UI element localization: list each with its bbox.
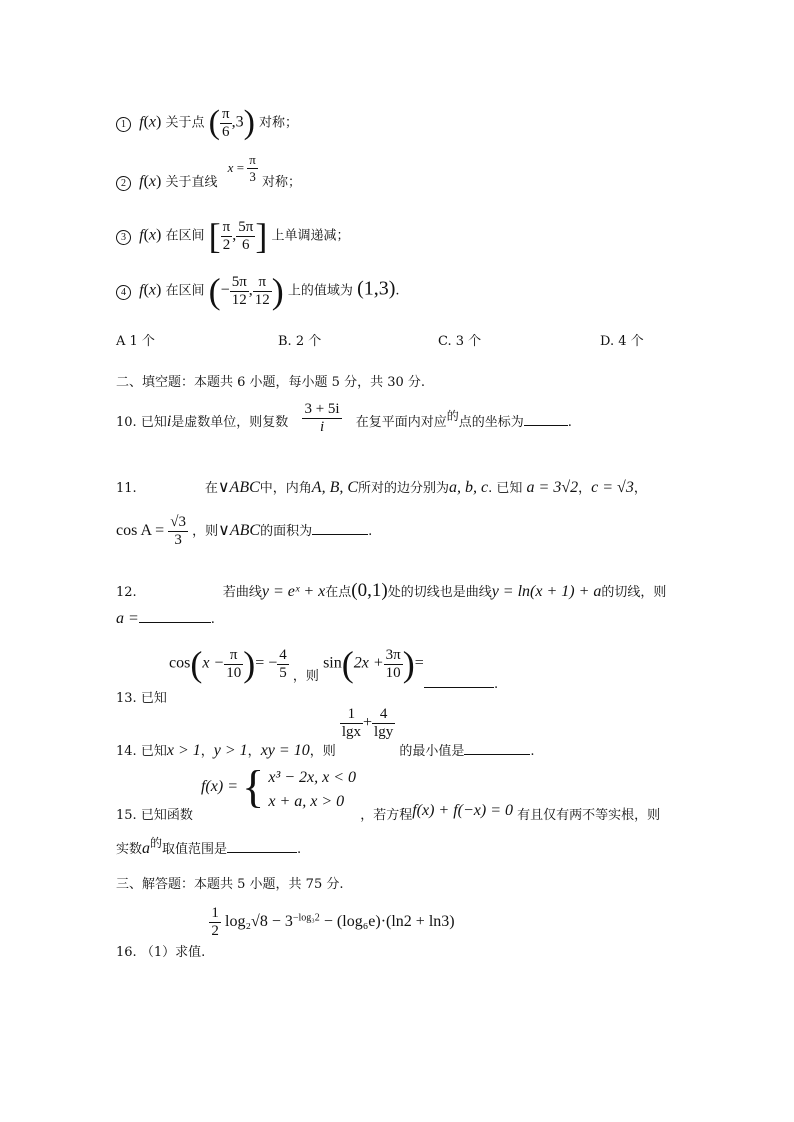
answer-blank[interactable] xyxy=(524,425,568,426)
item-1: 1 f(x) 关于点 ( $\frac{\pi}{6}$ ,3) 对称； xyxy=(116,104,298,142)
item-3: 3 f(x) 在区间 [ $\frac{\pi}{2}$ , $\frac{5\pi}{6}$ ] 上单调递减； xyxy=(116,215,349,257)
question-number: 12. xyxy=(116,585,137,600)
item-2: 2 f(x) 关于直线 x = $\frac{\pi}{3}$ 对称； xyxy=(116,166,301,199)
question-11: 11. 在∨ABC中，内角A, B, C所对的边分别为a, b, c. 已知 a = 3√2，c = √3， xyxy=(116,479,647,496)
item-number: 3 xyxy=(116,230,131,245)
item-text: 关于直线 xyxy=(165,175,218,190)
item-text: 上的值域为 xyxy=(287,283,353,299)
answer-blank[interactable] xyxy=(139,622,211,623)
item-text: 对称； xyxy=(262,175,302,190)
item-text: 在区间 xyxy=(165,283,205,299)
question-13-blank: . xyxy=(424,677,498,692)
option-a: A 1 个 xyxy=(116,334,155,349)
range-value: (1,3) xyxy=(357,277,396,300)
question-number: 13. xyxy=(116,690,137,706)
answer-blank[interactable] xyxy=(424,687,494,688)
option-c: C. 3 个 xyxy=(438,334,482,349)
option-d: D. 4 个 xyxy=(600,334,644,349)
answer-blank[interactable] xyxy=(312,534,368,535)
question-number: 10. xyxy=(116,415,137,430)
answer-blank[interactable] xyxy=(227,852,297,853)
section-heading: 三、解答题：本题共 5 小题，共 75 分. xyxy=(116,877,344,892)
question-16: 16. （1）求值. $\frac{1}{2}$ $\log_2√8 - 3^{-log_32} - (\log_6e)\cdot(\ln 2 + \ln 3)$ xyxy=(116,905,455,960)
answer-blank[interactable] xyxy=(464,754,530,755)
item-text: 在区间 xyxy=(165,228,205,244)
item-number: 1 xyxy=(116,117,131,132)
question-13: 13. 已知 cos(x − $\frac{\pi}{10}$ )= − $\frac{4}{5}$ ，则 sin(2x + $\frac{3\pi}{10}$ )= xyxy=(116,644,424,706)
item-text: 关于点 xyxy=(165,115,205,131)
question-number: 15. xyxy=(116,808,137,823)
question-11-line-2: cos A = $\frac{√3}{3}$ ，则∨ABC的面积为 . xyxy=(116,514,373,548)
option-b: B. 2 个 xyxy=(278,334,322,349)
item-4: 4 f(x) 在区间 (− $\frac{5\pi}{12}$ , $\frac{\pi}{12}$ ) 上的值域为 (1,3). xyxy=(116,270,400,312)
fraction: $\frac{3 + 5i}{i}$ xyxy=(304,401,340,435)
section-heading: 二、填空题：本题共 6 小题，每小题 5 分，共 30 分. xyxy=(116,375,426,390)
question-10: 10. 已知i是虚数单位，则复数 $\frac{3 + 5i}{i}$ 在复平面内对应的点的坐标为 . xyxy=(116,401,572,435)
question-number: 14. xyxy=(116,744,137,759)
question-15: 15. 已知函数 f(x) = { x³ − 2x, x < 0 x + a, x > 0 ，若方程f(x) + f(−x) = 0 有且仅有两不等实根，则 xyxy=(116,761,661,823)
question-15-line-2: 实数a的取值范围是 . xyxy=(116,836,302,857)
item-text: 对称； xyxy=(259,115,299,131)
question-number: 11. xyxy=(116,481,137,496)
question-12-line-2: a = . xyxy=(116,610,215,627)
item-number: 4 xyxy=(116,285,131,300)
question-number: 16. xyxy=(116,945,137,960)
item-text: 上单调递减； xyxy=(271,228,350,244)
pi-over-6: $\frac{\pi}{6}$ xyxy=(221,105,230,140)
question-12: 12. 若曲线y = eˣ + x在点(0,1)处的切线也是曲线y = ln(x + 1) + a的切线，则 xyxy=(116,580,667,601)
question-14: 14. 已知x > 1，y > 1，xy = 10，则 $\frac{1}{\lg x}$ + $\frac{4}{\lg y}$ 的最小值是 . xyxy=(116,706,535,759)
item-number: 2 xyxy=(116,176,131,191)
